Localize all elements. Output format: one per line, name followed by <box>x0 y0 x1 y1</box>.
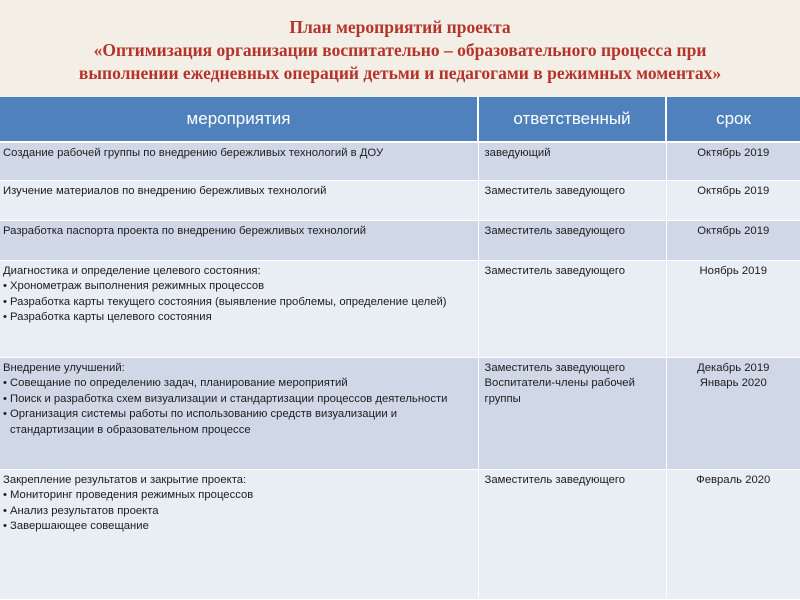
activity-bullet: • Хронометраж выполнения режимных процессов <box>3 279 472 295</box>
responsible-cell: Заместитель заведующего <box>478 180 666 220</box>
activity-cell <box>0 469 478 599</box>
activity-heading: Внедрение улучшений: <box>3 361 125 374</box>
deadline-cell: Октябрь 2019 <box>666 180 800 220</box>
deadline-cell <box>666 357 800 469</box>
activity-bullet: • Поиск и разработка схем визуализации и стандартизации процессов деятельности <box>3 392 472 408</box>
activity-heading: Закрепление результатов и закрытие проекта: <box>3 473 247 486</box>
table-row <box>0 357 800 469</box>
responsible-cell: Заместитель заведующего <box>478 260 666 357</box>
activity-bullet: • Мониторинг проведения режимных процессов <box>3 488 472 504</box>
activity-bullet: • Завершающее совещание <box>3 519 472 535</box>
activity-bullet: • Организация системы работы по использованию средств визуализации и стандартизации в образовательном процессе <box>3 407 472 438</box>
responsible-secondary: Воспитатели-члены рабочей группы <box>484 377 635 405</box>
responsible-primary: Заместитель заведующего <box>484 361 626 374</box>
title-line-3: выполнении ежедневных операций детьми и педагогами в режимных моментах» <box>78 63 722 83</box>
deadline-cell: Октябрь 2019 <box>666 220 800 260</box>
table-row <box>0 142 800 180</box>
activity-bullet: • Разработка карты целевого состояния <box>3 310 472 326</box>
activity-bullet: • Совещание по определению задач, планирование мероприятий <box>3 376 472 392</box>
header-activities: мероприятия <box>0 97 478 142</box>
header-deadline: срок <box>666 97 800 142</box>
activity-bullet: • Анализ результатов проекта <box>3 504 472 520</box>
activity-bullet: • Разработка карты текущего состояния (выявление проблемы, определение целей) <box>3 295 472 311</box>
title-line-1: План мероприятий проекта <box>289 17 511 37</box>
title-line-2: «Оптимизация организации воспитательно – образовательного процесса при <box>93 40 707 60</box>
responsible-cell: заведующий <box>478 142 666 180</box>
table-row <box>0 180 800 220</box>
header-responsible: ответственный <box>478 97 666 142</box>
project-plan-table <box>0 97 800 600</box>
activity-cell <box>0 260 478 357</box>
table-header-row <box>0 97 800 142</box>
table-row <box>0 469 800 599</box>
deadline-cell: Февраль 2020 <box>666 469 800 599</box>
responsible-cell <box>478 357 666 469</box>
deadline-secondary: Январь 2020 <box>699 377 767 389</box>
page-title <box>0 16 800 85</box>
activity-cell <box>0 357 478 469</box>
activity-heading: Диагностика и определение целевого состояния: <box>3 264 261 277</box>
deadline-cell: Октябрь 2019 <box>666 142 800 180</box>
responsible-cell: Заместитель заведующего <box>478 469 666 599</box>
responsible-cell: Заместитель заведующего <box>478 220 666 260</box>
activity-cell: Создание рабочей группы по внедрению бережливых технологий в ДОУ <box>0 142 478 180</box>
deadline-primary: Декабрь 2019 <box>697 361 770 374</box>
activity-cell: Изучение материалов по внедрению бережливых технологий <box>0 180 478 220</box>
activity-cell: Разработка паспорта проекта по внедрению бережливых технологий <box>0 220 478 260</box>
table-row <box>0 220 800 260</box>
table-row <box>0 260 800 357</box>
deadline-cell: Ноябрь 2019 <box>666 260 800 357</box>
